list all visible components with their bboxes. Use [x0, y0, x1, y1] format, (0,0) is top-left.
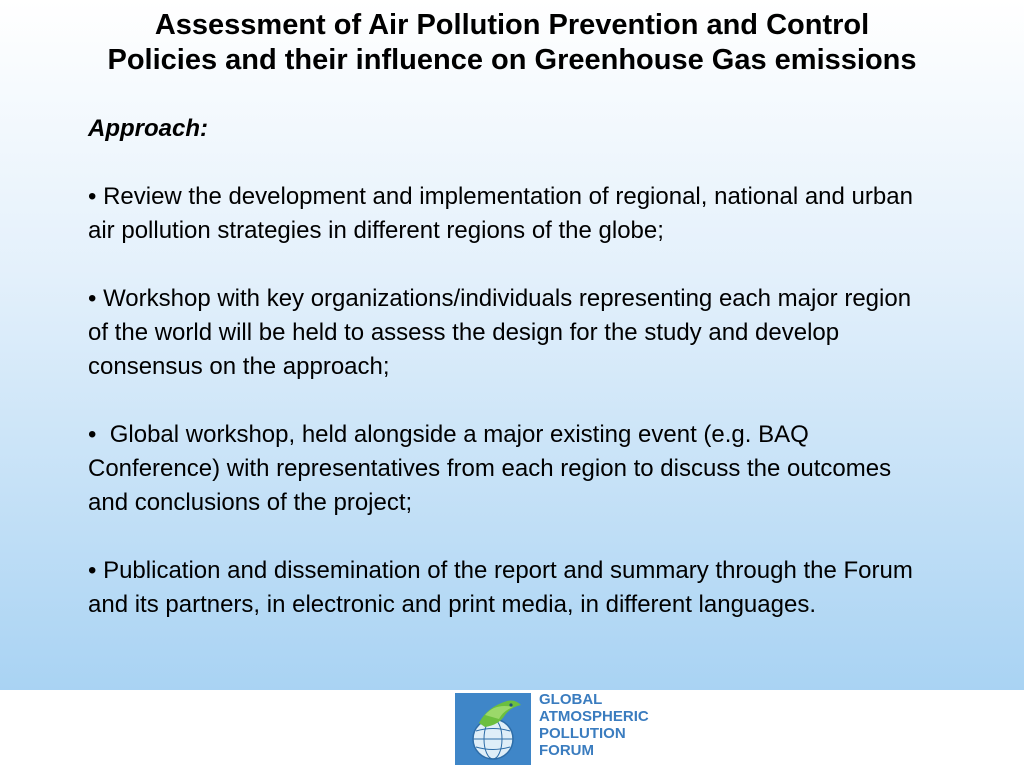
slide-content [88, 112, 918, 622]
title-line-1: Assessment of Air Pollution Prevention and Control [154, 9, 870, 41]
approach-heading: Approach: [88, 115, 208, 142]
gapf-logo [455, 691, 675, 767]
slide-title [12, 8, 1012, 78]
bullet-review: • Review the development and implementation of regional, national and urban air pollution strategies in different regions of the globe; [88, 183, 920, 244]
logo-text-line-4: FORUM [539, 742, 594, 759]
bullet-global-workshop: • Global workshop, held alongside a major existing event (e.g. BAQ Conference) with representatives from each region to discuss the outcomes and conclusions of the project; [88, 421, 898, 516]
title-line-2: Policies and their influence on Greenhouse Gas emissions [107, 44, 917, 76]
logo-text-line-1: GLOBAL [539, 691, 603, 708]
logo-text-line-2: ATMOSPHERIC [539, 708, 649, 725]
globe-bird-logo-icon [455, 693, 531, 765]
bullet-publication: • Publication and dissemination of the report and summary through the Forum and its partners, in electronic and print media, in different languages. [88, 557, 920, 618]
bullet-workshop: • Workshop with key organizations/individuals representing each major region of the world will be held to assess the design for the study and develop consensus on the approach; [88, 285, 918, 380]
logo-text [539, 691, 649, 759]
logo-text-line-3: POLLUTION [539, 725, 626, 742]
